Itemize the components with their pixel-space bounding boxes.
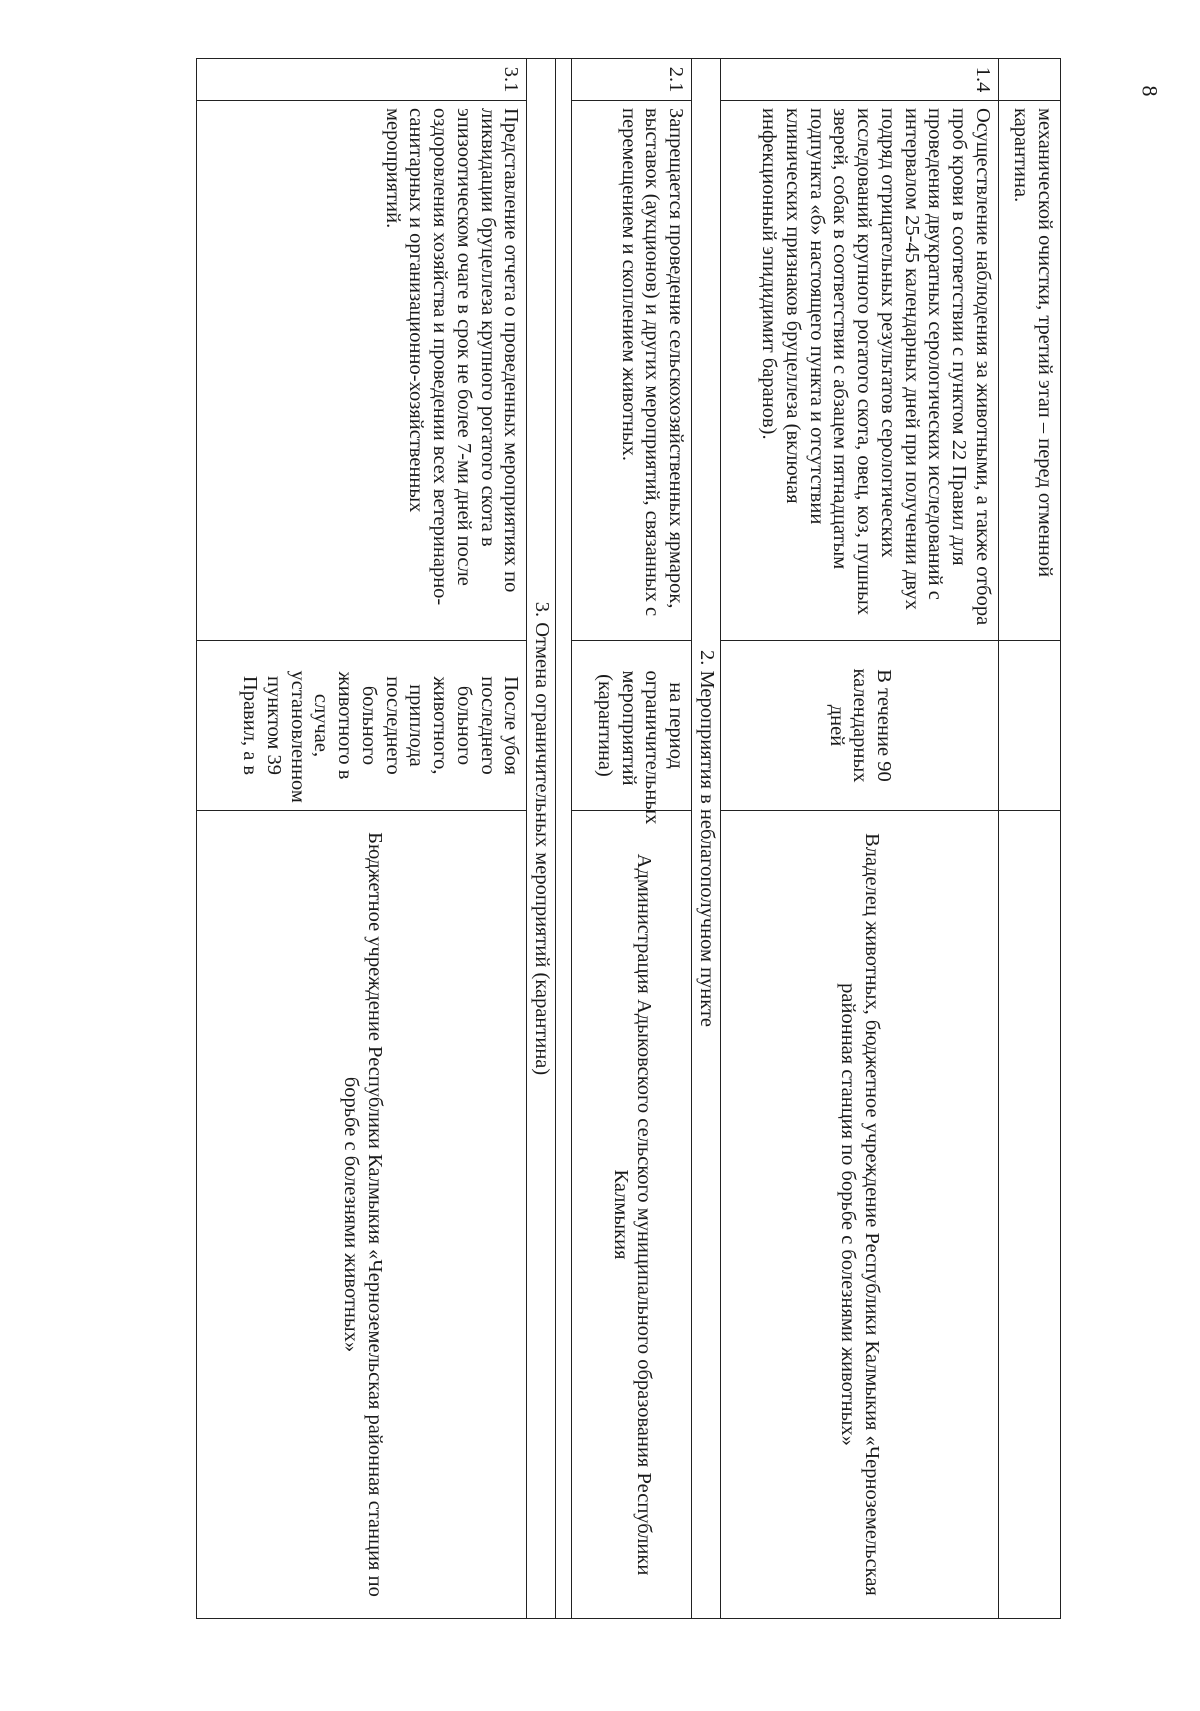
action-text: Запрещается проведение сельскохозяйственных ярмарок, выставок (аукционов) и других мероприятий, связанных с перемещением и скоплением животных. xyxy=(617,108,688,617)
action-text: Осуществление наблюдения за животными, а также отбора проб крови в соответствии с пунктом 22 Правил для проведения двукратных серологических исследований с интервалом 25-45 календарных дней при получении двух подряд отрицательных результатов серологических исследований крупного рогатого скота, овец, коз, пушных зверей, собак в соответствии с абзацем пятнадцатым подпункта «б» настоящего пункта и отсутствии клинических признаков бруцеллеза (включая инфекционный эпидидимит баранов). xyxy=(758,108,994,626)
action-text: Представление отчета о проведенных мероприятиях по ликвидации бруцеллеза крупного рогатого скота в эпизоотическом очаге в срок не более 7-ми дней после оздоровления хозяйства и проведении всех ветеринарно-санитарных и организационно-хозяйственных мероприятий. xyxy=(381,108,523,606)
term-cell xyxy=(197,641,527,811)
term-text: После убоя последнего больного животного, приплода последнего больного животного в случае, установленном пунктом 39 Правил, а в xyxy=(239,670,523,803)
rotated-table-page xyxy=(101,58,1061,1618)
page-number: 8 xyxy=(1137,85,1163,97)
term-cell xyxy=(999,641,1061,811)
measures-table xyxy=(196,58,1061,1619)
action-text: механической очистки, третий этап – перед отменной карантина. xyxy=(1010,108,1056,578)
responsible-cell xyxy=(999,811,1061,1619)
responsible-cell xyxy=(572,811,692,1619)
spacer-cell xyxy=(556,59,572,1619)
section-title: 3. Отмена ограничительных мероприятий (карантина) xyxy=(527,59,556,1619)
section-row xyxy=(692,59,721,1619)
responsible-text: Владелец животных, бюджетное учреждение Республики Калмыкия «Черноземельская районная станция по борьбе с болезнями животных» xyxy=(837,833,884,1596)
section-row xyxy=(527,59,556,1619)
action-cell xyxy=(721,101,999,641)
action-cell xyxy=(572,101,692,641)
action-cell xyxy=(999,101,1061,641)
term-cell xyxy=(721,641,999,811)
section-title: 2. Мероприятия в неблагополучном пункте xyxy=(692,59,721,1619)
spacer-row xyxy=(556,59,572,1619)
term-text: В течение 90 календарных дней xyxy=(825,668,896,783)
term-text: на период ограничительных мероприятий (карантина) xyxy=(593,670,688,825)
row-number: 3.1 xyxy=(197,59,527,101)
row-number-cell xyxy=(999,59,1061,101)
table-row xyxy=(721,59,999,1619)
responsible-cell xyxy=(721,811,999,1619)
responsible-text: Бюджетное учреждение Республики Калмыкия «Черноземельская районная станция по борьбе с болезнями животных» xyxy=(339,832,386,1597)
action-cell xyxy=(197,101,527,641)
table-row xyxy=(999,59,1061,1619)
term-cell xyxy=(572,641,692,825)
responsible-text: Администрация Адыковского сельского муниципального образования Республики Калмыкия xyxy=(609,853,656,1576)
table-row xyxy=(197,59,527,1619)
responsible-cell xyxy=(197,811,527,1619)
row-number: 2.1 xyxy=(572,59,692,101)
table-row xyxy=(572,59,692,1619)
row-number: 1.4 xyxy=(721,59,999,101)
